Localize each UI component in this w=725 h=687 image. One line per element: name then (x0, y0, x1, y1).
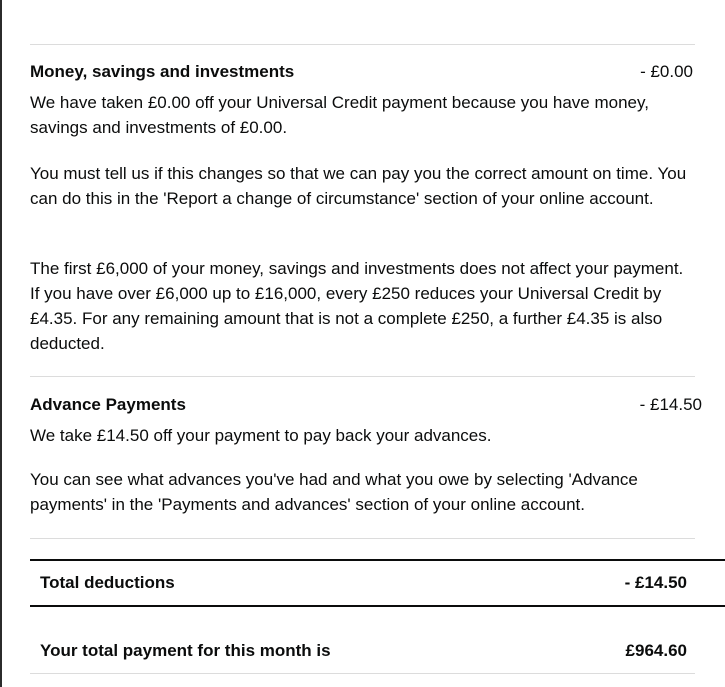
advance-payments-title: Advance Payments (30, 395, 186, 414)
total-payment-amount: £964.60 (625, 641, 687, 660)
money-savings-paragraph-2: You must tell us if this changes so that we can pay you the correct amount on time. You can do this in the 'Report a change of circumstance' section of your online account. (30, 164, 687, 208)
advance-payments-paragraph-2: You can see what advances you've had and what you owe by selecting 'Advance payments' in the 'Payments and advances' section of your online account. (30, 470, 638, 514)
total-deductions-amount: - £14.50 (624, 573, 687, 592)
total-deductions-row (40, 571, 687, 595)
money-savings-paragraph-3: The first £6,000 of your money, savings and investments does not affect your payment. If you have over £6,000 up to £16,000, every £250 reduces your Universal Credit by £4.35. For any remaining amount that is not a complete £250, a further £4.35 is also deducted. (30, 259, 684, 353)
total-deductions-label: Total deductions (40, 573, 175, 592)
section-divider (30, 673, 695, 674)
money-savings-header (30, 60, 695, 84)
left-frame-border (0, 0, 2, 687)
money-savings-title: Money, savings and investments (30, 62, 295, 81)
advance-payments-amount: - £14.50 (639, 395, 702, 414)
section-divider (30, 44, 695, 45)
advance-payments-header (30, 393, 702, 417)
advance-payments-paragraph-1: We take £14.50 off your payment to pay back your advances. (30, 426, 492, 445)
money-savings-paragraph-1: We have taken £0.00 off your Universal Credit payment because you have money, savings and investments of £0.00. (30, 93, 649, 137)
total-payment-label: Your total payment for this month is (40, 641, 331, 660)
section-divider (30, 538, 695, 539)
totals-middle-rule (30, 605, 725, 607)
section-divider (30, 376, 695, 377)
total-payment-row (40, 639, 687, 663)
totals-top-rule (30, 559, 725, 561)
money-savings-amount: - £0.00 (640, 62, 693, 81)
